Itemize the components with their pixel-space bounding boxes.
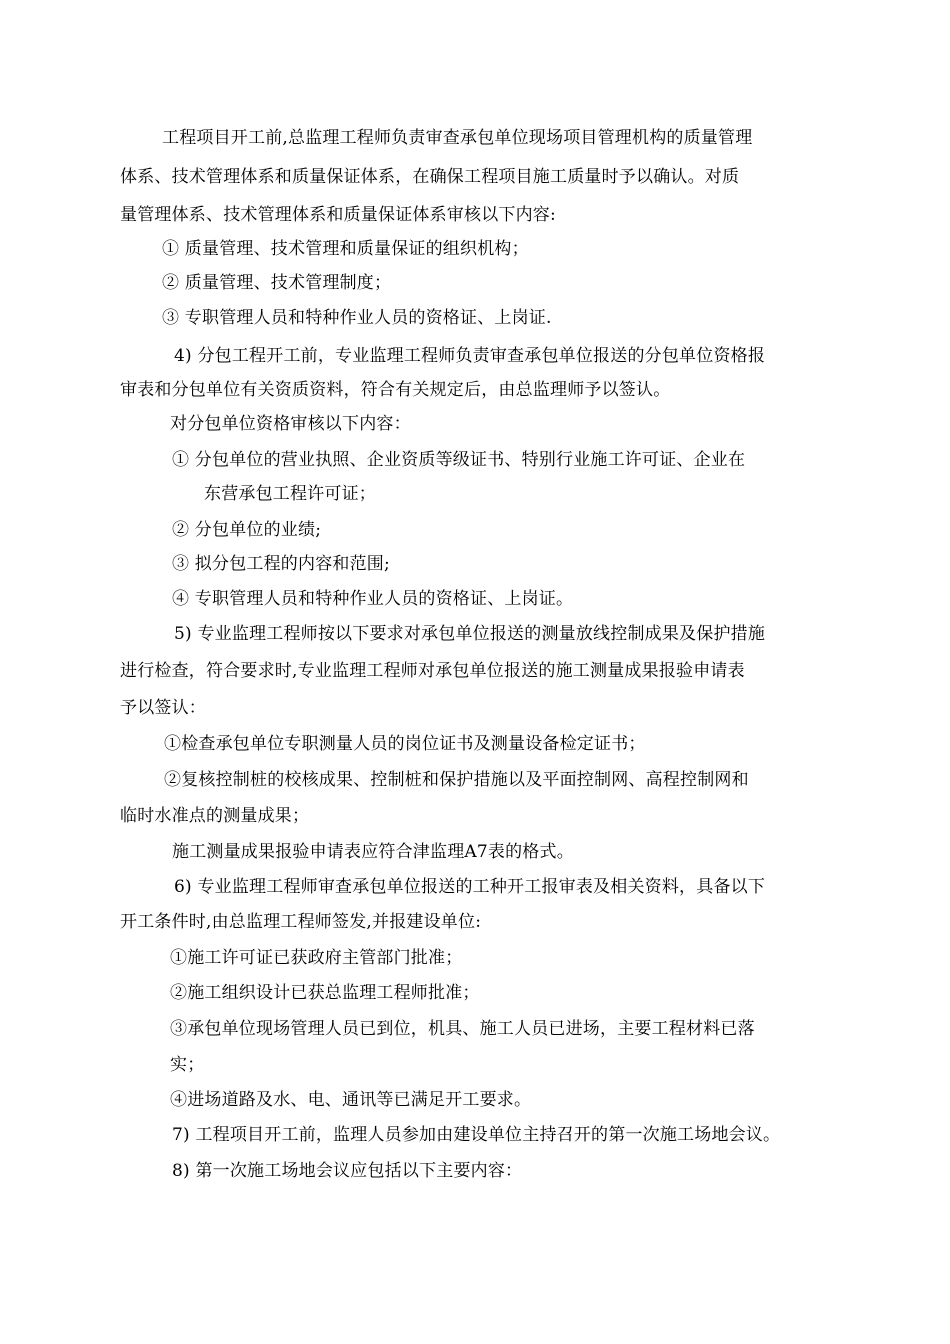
- list-item: ③ 拟分包工程的内容和范围;: [172, 554, 390, 574]
- list-item: ① 质量管理、技术管理和质量保证的组织机构；: [162, 239, 529, 259]
- paragraph-line: 施工测量成果报验申请表应符合津监理A7表的格式。: [172, 842, 574, 862]
- paragraph-line: 予以签认：: [120, 698, 206, 718]
- list-item: ①施工许可证已获政府主管部门批准；: [170, 948, 463, 968]
- paragraph-line: 工程项目开工前,总监理工程师负责审查承包单位现场项目管理机构的质量管理: [162, 128, 753, 148]
- list-item: ②复核控制桩的校核成果、控制桩和保护措施以及平面控制网、高程控制网和: [164, 770, 749, 790]
- list-item: ④进场道路及水、电、通讯等已满足开工要求。: [170, 1090, 532, 1110]
- paragraph-line: 6) 专业监理工程师审查承包单位报送的工种开工报审表及相关资料，具备以下: [174, 877, 766, 897]
- list-item: 东营承包工程许可证；: [204, 484, 376, 504]
- paragraph-line: 5) 专业监理工程师按以下要求对承包单位报送的测量放线控制成果及保护措施: [174, 624, 766, 644]
- paragraph-line: 量管理体系、技术管理体系和质量保证体系审核以下内容:: [120, 205, 556, 225]
- list-item: 临时水准点的测量成果；: [120, 806, 310, 826]
- list-item: 实；: [170, 1055, 205, 1075]
- list-item: ①检查承包单位专职测量人员的岗位证书及测量设备检定证书；: [164, 734, 646, 754]
- list-item: ③ 专职管理人员和特种作业人员的资格证、上岗证.: [162, 308, 552, 328]
- paragraph-line: 7) 工程项目开工前，监理人员参加由建设单位主持召开的第一次施工场地会议。: [172, 1125, 781, 1145]
- list-item: ② 质量管理、技术管理制度；: [162, 273, 392, 293]
- paragraph-line: 开工条件时,由总监理工程师签发,并报建设单位:: [120, 912, 482, 932]
- list-item: ① 分包单位的营业执照、企业资质等级证书、特别行业施工许可证、企业在: [172, 450, 746, 470]
- paragraph-line: 4) 分包工程开工前，专业监理工程师负责审查承包单位报送的分包单位资格报: [174, 346, 766, 366]
- paragraph-line: 审表和分包单位有关资质资料，符合有关规定后，由总监理师予以签认。: [120, 380, 671, 400]
- paragraph-line: 体系、技术管理体系和质量保证体系，在确保工程项目施工质量时予以确认。对质: [120, 167, 740, 187]
- paragraph-line: 进行检查，符合要求时,专业监理工程师对承包单位报送的施工测量成果报验申请表: [120, 661, 745, 681]
- paragraph-line: 对分包单位资格审核以下内容：: [170, 414, 411, 434]
- list-item: ③承包单位现场管理人员已到位，机具、施工人员已进场，主要工程材料已落: [170, 1019, 755, 1039]
- paragraph-line: 8) 第一次施工场地会议应包括以下主要内容：: [172, 1161, 523, 1181]
- list-item: ④ 专职管理人员和特种作业人员的资格证、上岗证。: [172, 589, 574, 609]
- list-item: ② 分包单位的业绩;: [172, 520, 322, 540]
- list-item: ②施工组织设计已获总监理工程师批准；: [170, 983, 480, 1003]
